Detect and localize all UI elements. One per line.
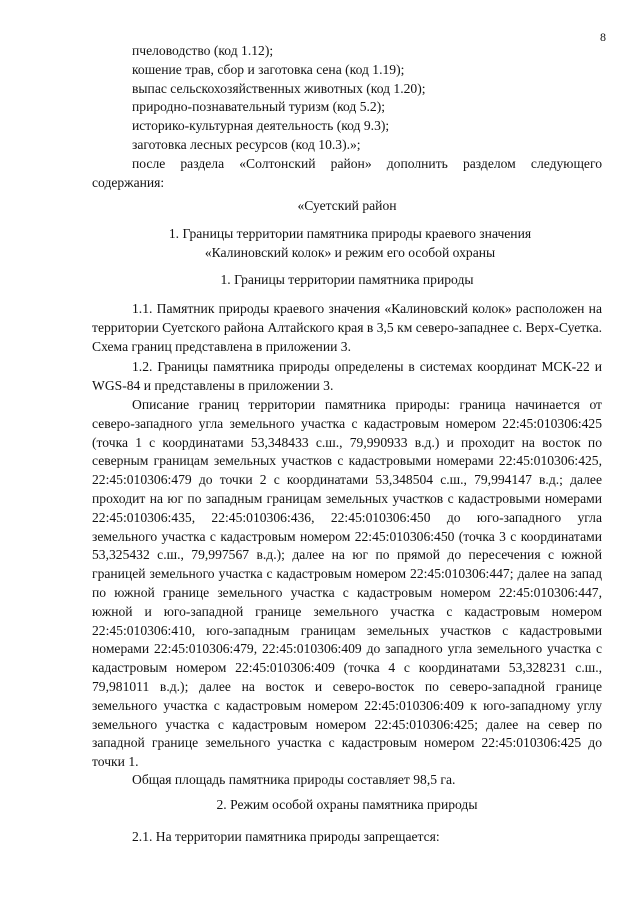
list-item: выпас сельскохозяйственных животных (код 1.20); bbox=[132, 80, 426, 96]
list-item: природно-познавательный туризм (код 5.2); bbox=[132, 99, 386, 115]
amendment-paragraph: после раздела «Солтонский район» дополнить разделом следующего содержания: bbox=[92, 156, 602, 190]
list-item: историко-культурная деятельность (код 9.3); bbox=[132, 118, 390, 134]
list-item: кошение трав, сбор и заготовка сена (код 1.19); bbox=[132, 61, 405, 77]
page-number: 8 bbox=[600, 30, 606, 44]
activity-list bbox=[132, 42, 602, 155]
main-heading: 1. Границы территории памятника природы краевого значения «Калиновский колок» и режим его особой охраны bbox=[168, 226, 532, 260]
boundary-description: Описание границ территории памятника природы: граница начинается от северо-западного угла земельного участка с кадастровым номером 22:45:010306:425 (точка 1 с координатами 53,348433 с.ш., 79,990933 в.д.) и проходит на восток по северным границам земельных участков с кадастровыми номерами 22:45:010306:425, 22:45:010306:479 до точки 2 с координатами 53,348504 с.ш., 79,994147 в.д.; далее проходит на юг по западным границам земельных участков с кадастровыми номерами 22:45:010306:435, 22:45:010306:436, 22:45:010306:450 до юго-западного угла земельного участка с кадастровым номером 22:45:010306:450 (точка 3 с координатами 53,325432 с.ш., 79,997567 в.д.); далее на юг по прямой до пересечения с южной границей земельного участка с кадастровым номером 22:45:010306:447; далее на запад по южной границе земельного участка с кадастровым номером 22:45:010306:447, южной и юго-западной границе земельного участка с кадастровым номером 22:45:010306:410, юго-западным границам земельных участков с кадастровыми номерами 22:45:010306:479, 22:45:010306:409 до западного угла земельного участка с кадастровым номером 22:45:010306:409 (точка 4 с координатами 53,328231 с.ш., 79,981011 в.д.); далее на восток и северо-восток по северо-западной границе земельного участка с кадастровым номером 22:45:010306:409 к юго-западному углу земельного участка с кадастровым номером 22:45:010306:425; далее на север по западной границе земельного участка с кадастровым номером 22:45:010306:425 до точки 1. bbox=[92, 397, 602, 770]
section-1-heading: 1. Границы территории памятника природы bbox=[220, 272, 474, 287]
paragraph-1-1: 1.1. Памятник природы краевого значения «Калиновский колок» расположен на территории Суетского района Алтайского края в 3,5 км северо-западнее с. Верх-Суетка. Схема границ представлена в приложении 3. bbox=[92, 301, 602, 354]
paragraph-1-2: 1.2. Границы памятника природы определены в системах координат МСК-22 и WGS-84 и представлены в приложении 3. bbox=[92, 359, 602, 393]
section-2-heading: 2. Режим особой охраны памятника природы bbox=[216, 797, 478, 812]
paragraph-2-1: 2.1. На территории памятника природы запрещается: bbox=[132, 829, 440, 844]
list-item: пчеловодство (код 1.12); bbox=[132, 43, 274, 58]
list-item: заготовка лесных ресурсов (код 10.3).»; bbox=[132, 136, 361, 152]
area-paragraph: Общая площадь памятника природы составляет 98,5 га. bbox=[132, 772, 456, 787]
district-heading: «Суетский район bbox=[297, 198, 397, 213]
